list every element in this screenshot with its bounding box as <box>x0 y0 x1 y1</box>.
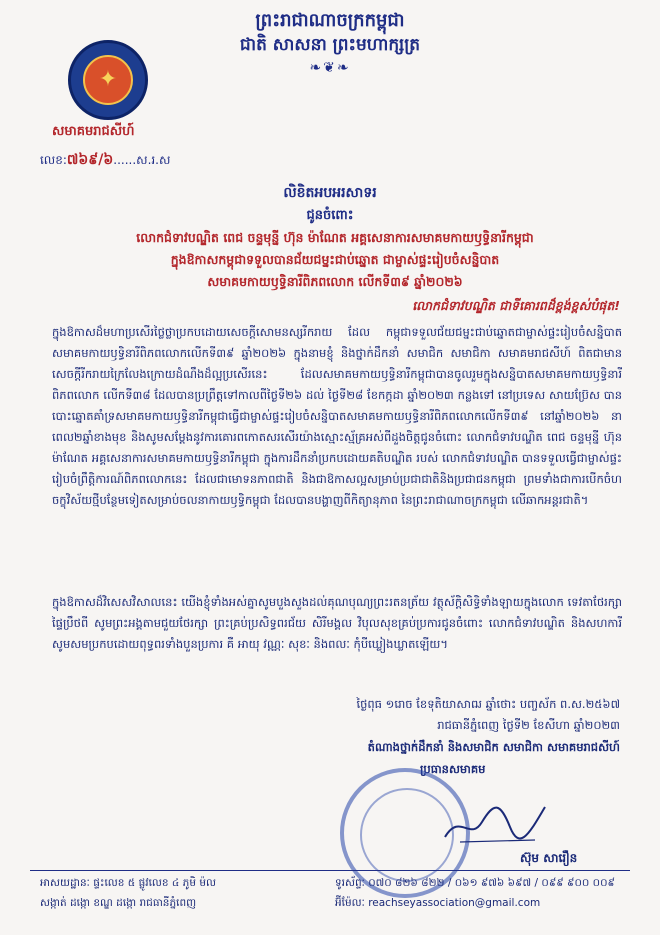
body-paragraph-1: ក្នុងឱកាសដ៏មហាប្រសើរថ្លៃថ្លាប្រកបដោយសេចក្តីសោមនស្សរីករាយ ដែល កម្ពុជាទទួលជ័យជម្នះជាប់ឆ្នោតជាម្ចាស់ផ្ទះរៀបចំសន្និបាតសមាគមកាយឫទ្ធិនារីពិភពលោកលើកទី៣៩ ឆ្នាំ២០២៦ ក្នុងនាមខ្ញុំ និងថ្នាក់ដឹកនាំ សមាជិក សមាជិកា សមាគមរាជសីហ៍ ពិតជាមានសេចក្តីរីករាយក្រៃលែងក្រោយដំណឹងដ៏ល្អប្រសើរនេះ ដែលសមាគមកាយឫទ្ធិនារីកម្ពុជាបានចូលរួមក្នុងសន្និបាតសមាគមកាយឫទ្ធិនារីពិភពលោក លើកទី៣៨ ដែលបានប្រព្រឹត្តទៅកាលពីថ្ងៃទី២៦ ដល់ ថ្ងៃទី២៨ ខែកក្កដា ឆ្នាំ២០២៣ កន្លងទៅ នៅប្រទេស សាយប្រ៊ែស បានបោះឆ្នោតគាំទ្រសមាគមកាយឫទ្ធិនារីកម្ពុជាធ្វើជាម្ចាស់ផ្ទះរៀបចំសន្និបាតសមាគមកាយឫទ្ធិនារីពិភពលោកលើកទី៣៩ នៅឆ្នាំ២០២៦ នាពេល២ឆ្នាំខាងមុខ និងសូមសម្តែងនូវការគោរពកោតសរសើរយ៉ាងស្មោះស្ម័គ្រអស់ពីដួងចិត្តជូនចំពោះ លោកជំទាវបណ្ឌិត ពេជ ចន្ទមុន្នី ហ៊ុន ម៉ាណែត អគ្គសេនាការសមាគមកាយឫទ្ធិនារីកម្ពុជា ក្នុងការដឹកនាំប្រកបដោយគតិបណ្ឌិត របស់ លោកជំទាវបណ្ឌិត បានទទួលធ្វើជាម្ចាស់ផ្ទះរៀបចំព្រឹត្តិការណ៍ពិភពលោកនេះ ដែលជាមោទនភាពជាតិ និងជាឱកាសល្អសម្រាប់ប្រជាជាតិនិងប្រជាជនកម្ពុជា ព្រមទាំងជាការបើកចំហចក្ខុវិស័យថ្មីបន្ថែមទៀតសម្រាប់ចលនាកាយឫទ្ធិកម្ពុជា ដែលបានបង្ហាញពីកិត្យានុភាព នៃព្រះរាជាណាចក្រកម្ពុជា លើឆាកអន្តរជាតិ។ <box>52 325 622 507</box>
footer-email: អ៊ីម៉ែលៈ reachseyassociation@gmail.com <box>335 897 541 909</box>
footer-address-2: សង្កាត់ ដង្កោ ខណ្ឌ ដង្កោ រាជធានីភ្នំពេញ <box>40 897 197 909</box>
motto-heading: ជាតិ សាសនា ព្រះមហាក្សត្រ <box>239 35 421 55</box>
logo-emblem <box>83 55 133 105</box>
heading-ornament: ❧❦❧ <box>309 60 351 76</box>
salutation: លោកជំទាវបណ្ឌិត ជាទីគោរពដ៏ខ្ពង់ខ្ពស់បំផុត! <box>412 298 620 313</box>
association-logo <box>68 40 148 120</box>
reference-number <box>40 150 170 171</box>
signature-role: ប្រធានសមាគម <box>420 762 486 776</box>
reference-label: លេខ: <box>40 153 67 167</box>
reference-suffix: ......ស.រ.ស <box>113 153 171 167</box>
headline-line-2: ក្នុងឱកាសកម្ពុជាទទួលបានជ័យជម្នះជាប់ឆ្នោត ជាម្ចាស់ផ្ទះរៀបចំសន្និបាត <box>170 252 500 267</box>
footer-phone: ទូរស័ព្ទៈ ០៧០ ៨២៦ ៨២២ / ០៦១ ៩៧៦ ៦៩៧ / ០៩៩ ៩០០ ០០៩ <box>335 877 615 889</box>
sender-name: សមាគមរាជសីហ៍ <box>52 124 135 139</box>
handwritten-signature <box>440 792 550 852</box>
lion-icon: ✦ <box>98 67 118 92</box>
letter-title: លិខិតអបអរសាទរ <box>283 185 377 201</box>
body-paragraph-2: ក្នុងឱកាសដ៏វិសេសវិសាលនេះ យើងខ្ញុំទាំងអស់គ្នាសូមបួងសួងដល់គុណបុណ្យព្រះរតនត្រ័យ វត្ថុស័ក្តិសិទ្ធិទាំងឡាយក្នុងលោក ទេវតាថែរក្សាផ្ទៃប្រឹថពី សូមព្រះអង្គតាមជួយថែរក្សា ព្រះគ្រប់ប្រសិទ្ធពរជ័យ សិរីមង្គល វិបុលសុខគ្រប់ប្រការជូនចំពោះ លោកជំទាវបណ្ឌិត និងសហការី សូមសមប្រកបដោយពុទ្ធពរទាំងបួនប្រការ គឺ អាយុ វណ្ណៈ សុខៈ និងពលៈ កុំបីឃ្លៀងឃ្លាតឡើយ។ <box>52 595 622 651</box>
signature-title: តំណាងថ្នាក់ដឹកនាំ និងសមាជិក សមាជិកា សមាគមរាជសីហ៍ <box>367 740 620 754</box>
footer-address-1: អាសយដ្ឋានៈ ផ្ទះលេខ ៥ ផ្លូវលេខ ៤ ភូមិ ម៉ល <box>40 877 217 889</box>
lunar-date: ថ្ងៃពុធ ១រោច ខែទុតិយាសាឍ ឆ្នាំថោះ បញ្ចស័ក ព.ស.២៥៦៧ <box>356 697 620 711</box>
kingdom-heading: ព្រះរាជាណាចក្រកម្ពុជា <box>255 10 405 31</box>
addressee-label: ជូនចំពោះ <box>306 208 354 223</box>
reference-value: ៧៦៩/៦ <box>66 152 114 168</box>
headline-line-1: លោកជំទាវបណ្ឌិត ពេជ ចន្ទមុន្នី ហ៊ុន ម៉ាណែត អគ្គសេនាការសមាគមកាយឫទ្ធិនារីកម្ពុជា <box>136 230 534 245</box>
solar-date: រាជធានីភ្នំពេញ ថ្ងៃទី២ ខែសីហា ឆ្នាំ២០២៣ <box>437 718 620 732</box>
headline-line-3: សមាគមកាយឫទ្ធិនារីពិភពលោក លើកទី៣៩ ឆ្នាំ២០២៦ <box>207 274 463 289</box>
signer-name: ស៊ុម សារឿន <box>520 851 578 865</box>
footer-divider <box>30 870 630 871</box>
